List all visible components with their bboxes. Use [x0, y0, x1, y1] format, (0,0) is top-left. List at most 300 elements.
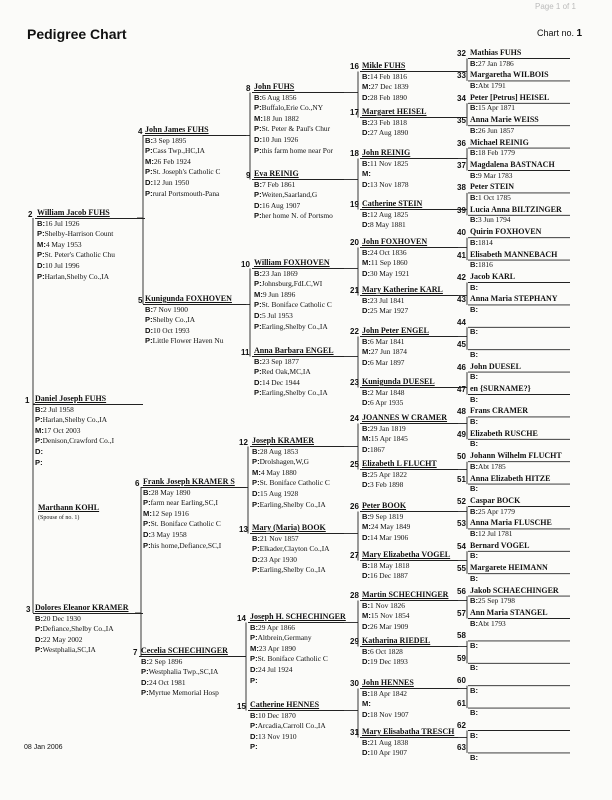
person-name[interactable]: John REINIG: [362, 148, 411, 157]
person-number: 43: [457, 295, 466, 305]
person-birth-line: B:Abt 1793: [470, 618, 506, 628]
person-marriage-place-line: [250, 654, 346, 665]
person-death-line: [362, 398, 435, 409]
person-birth-place-line: [35, 624, 128, 635]
field-value: 4 May 1953: [45, 239, 82, 249]
field-value: 18 Jun 1882: [262, 113, 299, 123]
person-name[interactable]: Margaret HEISEL: [362, 107, 427, 116]
person-number: 36: [457, 138, 466, 148]
field-label: P:: [252, 499, 260, 509]
person-40: [470, 227, 541, 248]
person-birth-line: B:: [470, 484, 479, 494]
person-death-line: [362, 93, 409, 104]
person-28: [362, 590, 448, 632]
person-name[interactable]: Catherine HENNES: [250, 700, 320, 709]
field-label: B:: [362, 560, 371, 570]
field-label: P:: [254, 211, 262, 221]
field-value: 11 Nov 1825: [370, 158, 409, 168]
person-birth-place-line: [37, 229, 115, 240]
person-name[interactable]: Bernard VOGEL: [470, 540, 530, 550]
person-death-place-line: [254, 146, 333, 157]
person-16: [362, 61, 409, 103]
person-name[interactable]: Eva REINIG: [254, 169, 299, 178]
person-number: 55: [457, 564, 466, 574]
field-value: Altbrein,Germany: [257, 633, 312, 643]
field-value: 24 May 1849: [370, 522, 411, 532]
person-49: [470, 429, 538, 450]
person-name[interactable]: Mary Elizabetha VOGEL: [362, 550, 451, 559]
person-marriage-line: [362, 258, 427, 269]
person-name[interactable]: Martin SCHECHINGER: [362, 590, 449, 599]
person-8: [254, 82, 333, 156]
person-name[interactable]: [470, 698, 478, 709]
person-number: 24: [350, 414, 359, 423]
person-name[interactable]: Mikle FUHS: [362, 61, 406, 70]
field-value: 12 Aug 1825: [370, 209, 409, 219]
person-name[interactable]: Joseph H. SCHECHINGER: [250, 612, 346, 621]
person-number: 5: [138, 296, 143, 305]
person-name[interactable]: Kunigunda FOXHOVEN: [145, 294, 232, 303]
field-value: 10 Jul 1996: [45, 260, 80, 270]
person-name[interactable]: Joseph KRAMER: [252, 436, 315, 445]
field-label: M:: [143, 508, 152, 518]
field-value: rural Portsmouth-Pana: [152, 188, 220, 198]
person-name[interactable]: Mary Elisabatha TRESCH: [362, 727, 455, 736]
field-value: 27 Aug 1890: [370, 128, 409, 138]
person-33: [470, 70, 549, 91]
field-label: B:: [362, 158, 371, 168]
field-label: B:: [362, 295, 371, 305]
person-number: 59: [457, 653, 466, 663]
field-label: P:: [254, 190, 262, 200]
field-label: B:: [362, 600, 371, 610]
field-value: 10 Oct 1993: [153, 325, 190, 335]
person-name[interactable]: Magdalena BASTNACH: [470, 160, 555, 169]
field-label: B:: [362, 247, 371, 257]
person-birth-line: B:12 Jul 1781: [470, 528, 513, 538]
field-label: P:: [250, 742, 258, 752]
person-marriage-line: [254, 114, 333, 125]
person-death-line: [362, 306, 443, 317]
field-value: 10 Dec 1870: [258, 710, 296, 720]
person-name[interactable]: Peter [Petrus] HEISEL: [470, 92, 550, 102]
person-1: [35, 394, 114, 468]
field-label: B:: [254, 92, 263, 102]
field-label: P:: [143, 519, 151, 529]
field-value: Buffalo,Erie Co.,NY: [261, 103, 324, 113]
person-death-line: [250, 665, 346, 676]
field-value: St. Peter & Paul's Chur: [261, 124, 331, 134]
person-number: 60: [457, 676, 466, 686]
person-birth-line: [252, 447, 330, 458]
field-label: M:: [362, 82, 371, 92]
person-birth-place-line: [254, 103, 333, 114]
person-number: 45: [457, 340, 466, 350]
field-label: P:: [35, 457, 43, 467]
person-60: [470, 675, 478, 696]
person-marriage-place-line: [254, 124, 333, 135]
field-label: B:: [37, 218, 46, 228]
field-value: 6 Mar 1841: [370, 336, 405, 346]
field-label: B:: [362, 336, 371, 346]
person-name[interactable]: John Peter ENGEL: [362, 326, 429, 335]
field-label: P:: [37, 271, 45, 281]
person-name[interactable]: Anna Elizabeth HITZE: [470, 473, 551, 483]
field-label: B:: [250, 710, 259, 720]
person-58: [470, 630, 478, 651]
person-51: [470, 474, 550, 495]
field-label: D:: [143, 529, 152, 539]
field-value: 6 Aug 1856: [262, 92, 297, 102]
person-name[interactable]: Catherine STEIN: [362, 199, 423, 208]
person-63: [470, 742, 478, 763]
field-label: M:: [362, 522, 371, 532]
field-label: D:: [362, 657, 371, 667]
field-value: 7 Feb 1861: [262, 179, 296, 189]
person-number: 54: [457, 541, 466, 551]
person-name[interactable]: John DUESEL: [470, 361, 521, 371]
field-value: 21 Nov 1857: [260, 533, 299, 543]
person-name[interactable]: [470, 317, 478, 328]
field-value: 15 Aug 1928: [260, 488, 299, 498]
field-label: D:: [362, 748, 371, 758]
person-birth-place-line: [141, 667, 228, 678]
field-label: D:: [145, 325, 154, 335]
field-label: B:: [35, 404, 44, 414]
field-value: 2 Jul 1958: [43, 404, 74, 414]
field-label: D:: [362, 480, 371, 490]
person-death-line: [362, 571, 450, 582]
field-value: 24 Oct 1836: [370, 247, 407, 257]
field-label: B:: [362, 469, 371, 479]
field-label: B:: [252, 446, 261, 456]
person-name[interactable]: Margarete HEIMANN: [470, 563, 548, 573]
person-number: 63: [457, 743, 466, 753]
person-number: 57: [457, 609, 466, 618]
field-label: P:: [252, 457, 260, 467]
person-birth-line: B:9 Mar 1783: [470, 170, 513, 180]
field-value: 18 May 1818: [370, 560, 410, 570]
chart-number: Chart no. 1: [537, 28, 583, 39]
person-number: 40: [457, 228, 466, 238]
field-label: M:: [362, 258, 371, 268]
person-name[interactable]: John James FUHS: [145, 125, 209, 134]
person-marriage-line: [362, 82, 409, 93]
person-birth-line: B:: [470, 304, 479, 314]
person-number: 48: [457, 407, 466, 417]
person-death-line: [362, 128, 427, 139]
person-number: 12: [239, 438, 248, 447]
field-label: P:: [141, 667, 149, 677]
person-name[interactable]: Ann Maria STANGEL: [470, 608, 548, 617]
person-name[interactable]: [470, 339, 478, 350]
field-value: his home,Defiance,SC,I: [150, 540, 222, 550]
person-number: 13: [239, 525, 248, 534]
person-name[interactable]: Mary (Maria) BOOK: [252, 523, 326, 532]
person-17: [362, 107, 427, 139]
field-value: 26 Mar 1909: [370, 621, 409, 631]
person-55: [470, 563, 548, 584]
person-name[interactable]: Mary Katherine KARL: [362, 285, 443, 294]
field-value: Denison,Crawford Co.,I: [42, 436, 115, 446]
person-name[interactable]: [470, 630, 478, 641]
person-name[interactable]: Anna Marie WEISS: [470, 115, 539, 125]
field-value: 13 Nov 1910: [258, 731, 297, 741]
field-label: D:: [362, 398, 371, 408]
person-47: [470, 384, 531, 405]
person-name[interactable]: Elisabeth MANNEBACH: [470, 249, 558, 259]
person-4: [145, 125, 220, 199]
field-label: D:: [254, 310, 263, 320]
person-birth-line: B:: [470, 372, 479, 382]
person-name[interactable]: William FOXHOVEN: [254, 258, 330, 267]
person-name[interactable]: Kunigunda DUESEL: [362, 377, 435, 386]
field-label: P:: [254, 300, 262, 310]
person-name[interactable]: JOANNES W CRAMER: [362, 413, 448, 422]
field-label: D:: [362, 709, 371, 719]
field-label: M:: [252, 467, 261, 477]
person-name[interactable]: Anna Maria FLUSCHE: [470, 518, 552, 528]
field-value: 13 Nov 1878: [370, 179, 409, 189]
page-title: Pedigree Chart: [27, 26, 127, 42]
person-name[interactable]: [470, 675, 478, 686]
person-number: 22: [350, 327, 359, 336]
field-value: 27 Dec 1839: [370, 82, 409, 92]
person-name[interactable]: Frank Joseph KRAMER S: [143, 477, 235, 486]
person-marriage-line: [362, 169, 410, 180]
person-birth-line: [362, 248, 427, 259]
person-name[interactable]: Jakob SCHAECHINGER: [470, 585, 559, 595]
field-label: D:: [37, 260, 46, 270]
person-name[interactable]: John HENNES: [362, 678, 414, 687]
person-death-line: [254, 311, 332, 322]
field-value: 18 Apr 1842: [370, 688, 407, 698]
person-26: [362, 501, 410, 543]
person-death-line: [254, 135, 333, 146]
person-number: 30: [350, 679, 359, 688]
person-birth-line: B:: [470, 416, 479, 426]
person-birth-line: B:18 Feb 1779: [470, 148, 515, 158]
person-number: 44: [457, 317, 466, 327]
person-birth-line: [362, 424, 447, 435]
field-label: D:: [362, 306, 371, 316]
person-61: [470, 698, 478, 719]
field-label: M:: [362, 347, 371, 357]
person-birth-line: [362, 738, 454, 749]
person-number: 4: [138, 127, 143, 136]
field-label: P:: [145, 167, 153, 177]
field-label: B:: [252, 533, 261, 543]
person-birth-line: B:: [470, 640, 479, 650]
person-birth-line: B:: [470, 730, 479, 740]
person-name[interactable]: Lucia Anna BILTZINGER: [470, 204, 562, 214]
field-value: St. Boniface Catholic C: [150, 519, 221, 529]
field-label: P:: [250, 721, 258, 731]
person-birth-line: [362, 118, 427, 129]
field-value: 18 Nov 1907: [370, 709, 409, 719]
person-23: [362, 377, 435, 409]
person-name[interactable]: en {SURNAME?}: [470, 384, 531, 393]
field-value: Earling,Shelby Co.,IA: [261, 388, 328, 398]
person-birth-line: [362, 689, 414, 700]
person-name[interactable]: Anna Maria STEPHANY: [470, 294, 558, 304]
person-marriage-line: [250, 644, 346, 655]
person-name[interactable]: Peter BOOK: [362, 501, 407, 510]
field-value: 23 Apr 1890: [258, 643, 296, 653]
field-value: 10 Apr 1907: [370, 748, 407, 758]
person-42: [470, 272, 515, 293]
field-value: Myrtue Memorial Hosp: [148, 688, 219, 698]
person-25: [362, 459, 437, 491]
person-number: 41: [457, 250, 466, 260]
person-marriage-line: [37, 240, 115, 251]
person-number: 20: [350, 238, 359, 247]
field-label: B:: [141, 656, 150, 666]
field-label: P:: [252, 544, 260, 554]
person-birth-line: B:: [470, 349, 479, 359]
person-name[interactable]: Frans CRAMER: [470, 406, 528, 416]
person-name[interactable]: Michael REINIG: [470, 137, 529, 147]
person-name[interactable]: Margaretha WILBOIS: [470, 70, 549, 80]
field-value: 16 Jul 1926: [45, 218, 80, 228]
person-name[interactable]: John FOXHOVEN: [362, 237, 428, 246]
person-death-line: [145, 326, 232, 337]
field-label: B:: [145, 135, 154, 145]
person-marriage-place-line: [143, 519, 235, 530]
field-value: 25 Apr 1822: [370, 469, 407, 479]
person-59: [470, 653, 478, 674]
person-death-place-line: [252, 565, 330, 576]
field-label: P:: [252, 565, 260, 575]
person-death-place-line: [143, 541, 235, 552]
person-birth-line: [362, 296, 443, 307]
field-value: 28 Aug 1853: [260, 446, 299, 456]
person-35: [470, 115, 539, 136]
field-value: Shelby-Harrison Count: [44, 229, 114, 239]
person-birth-line: [254, 269, 332, 280]
field-value: 5 Jul 1953: [262, 310, 293, 320]
field-label: M:: [362, 169, 371, 179]
field-value: St. Joseph's Catholic C: [152, 167, 221, 177]
person-name[interactable]: Elizabeth RUSCHE: [470, 428, 538, 438]
field-label: P:: [143, 540, 151, 550]
person-number: 18: [350, 149, 359, 158]
person-name[interactable]: Cecelia SCHECHINGER: [141, 646, 228, 655]
field-label: D:: [254, 200, 263, 210]
field-value: 3 Sep 1895: [153, 135, 187, 145]
field-label: M:: [254, 113, 263, 123]
person-name[interactable]: [470, 653, 478, 664]
field-value: 14 Feb 1816: [370, 71, 407, 81]
field-label: D:: [362, 128, 371, 138]
person-death-line: [362, 748, 454, 759]
field-value: 6 Oct 1828: [370, 646, 403, 656]
field-value: 12 Sep 1916: [151, 508, 189, 518]
field-label: D:: [35, 634, 44, 644]
person-62: [470, 720, 478, 741]
person-14: [250, 612, 346, 686]
spouse-name[interactable]: Marthann KOHL: [38, 503, 100, 512]
person-death-line: [254, 201, 333, 212]
person-death-place-line: [145, 336, 232, 347]
person-name[interactable]: Caspar BOCK: [470, 496, 521, 505]
field-value: 3 Feb 1898: [370, 480, 404, 490]
person-death-place-line: [254, 322, 332, 333]
person-name[interactable]: Quirin FOXHOVEN: [470, 227, 542, 237]
person-name[interactable]: William Jacob FUHS: [37, 208, 110, 217]
person-number: 46: [457, 362, 466, 372]
field-label: P:: [254, 388, 262, 398]
person-38: [470, 182, 514, 203]
person-number: 31: [350, 728, 359, 737]
person-death-line: [362, 710, 414, 721]
person-death-line: [145, 178, 220, 189]
person-name[interactable]: Peter STEIN: [470, 182, 515, 192]
person-name[interactable]: Dolores Eleanor KRAMER: [35, 603, 129, 612]
field-value: Drolshagen,W,G: [259, 457, 309, 467]
person-number: 50: [457, 452, 466, 462]
field-label: M:: [35, 425, 44, 435]
person-name[interactable]: Daniel Joseph FUHS: [35, 394, 107, 403]
field-value: 1 Nov 1826: [370, 600, 405, 610]
person-death-place-line: [250, 742, 326, 753]
field-label: B:: [254, 268, 263, 278]
person-number: 1: [25, 396, 30, 405]
person-2: [37, 208, 115, 282]
person-marriage-line: [362, 522, 410, 533]
field-value: 1867: [370, 444, 385, 454]
person-number: 16: [350, 62, 359, 71]
field-label: P:: [254, 279, 262, 289]
person-birth-line: B:: [470, 752, 479, 762]
person-name[interactable]: John FUHS: [254, 82, 295, 91]
field-label: D:: [362, 444, 371, 454]
person-56: [470, 586, 559, 607]
person-name[interactable]: [470, 742, 478, 753]
person-birth-line: B:: [470, 708, 479, 718]
person-name[interactable]: Johann Wilhelm FLUCHT: [470, 451, 562, 461]
person-name[interactable]: Elizabeth L FLUCHT: [362, 459, 437, 468]
field-value: 29 Jan 1819: [370, 423, 406, 433]
person-name[interactable]: [470, 720, 478, 731]
person-birth-place-line: [252, 544, 330, 555]
person-marriage-line: [252, 468, 330, 479]
field-value: 23 Jan 1869: [262, 268, 298, 278]
field-label: B:: [254, 356, 263, 366]
person-number: 3: [26, 605, 31, 614]
field-value: Weiten,Saarland,G: [261, 190, 318, 200]
field-label: P:: [143, 498, 151, 508]
person-name[interactable]: Mathias FUHS: [470, 48, 522, 57]
person-44: [470, 317, 478, 338]
person-number: 38: [457, 183, 466, 193]
person-number: 2: [28, 210, 33, 219]
person-name[interactable]: Jacob KARL: [470, 272, 516, 281]
person-number: 47: [457, 385, 466, 394]
person-name[interactable]: Katharina RIEDEL: [362, 636, 431, 645]
person-7: [141, 646, 228, 699]
person-birth-line: B:: [470, 663, 479, 673]
person-birth-line: [362, 470, 437, 481]
person-death-line: [362, 445, 447, 456]
person-birth-line: B:Abt 1791: [470, 80, 506, 90]
field-value: 14 Mar 1906: [370, 532, 409, 542]
person-name[interactable]: Anna Barbara ENGEL: [254, 346, 334, 355]
field-label: M:: [250, 643, 259, 653]
person-54: [470, 541, 529, 562]
person-number: 14: [237, 614, 246, 623]
person-marriage-line: [362, 434, 447, 445]
